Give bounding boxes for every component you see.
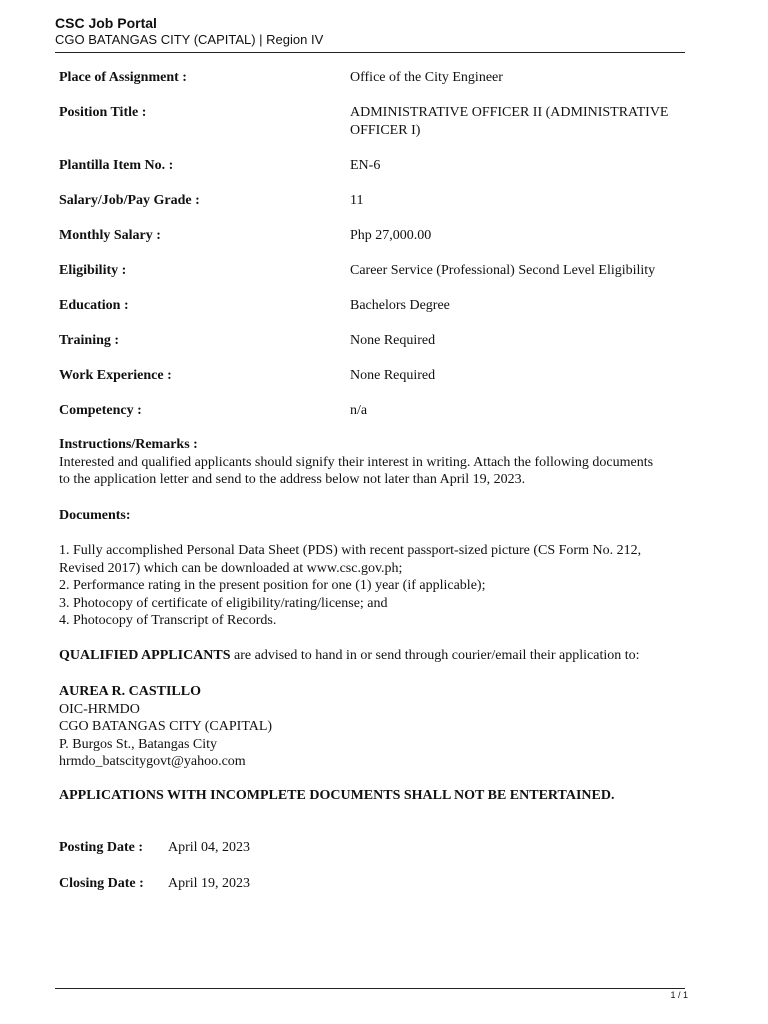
instructions-section <box>59 436 699 489</box>
portal-subtitle: CGO BATANGAS CITY (CAPITAL) | Region IV <box>55 32 324 47</box>
competency-label: Competency : <box>59 403 142 418</box>
monthly-salary-label: Monthly Salary : <box>59 228 161 243</box>
contact-email: hrmdo_batscitygovt@yahoo.com <box>59 754 246 769</box>
place-value: Office of the City Engineer <box>350 70 503 85</box>
salary-grade-label: Salary/Job/Pay Grade : <box>59 193 200 208</box>
page-header <box>55 14 685 48</box>
page-number: 1 / 1 <box>670 990 688 1000</box>
position-value-line1: ADMINISTRATIVE OFFICER II (ADMINISTRATIVE <box>350 105 669 120</box>
contact-name: AUREA R. CASTILLO <box>59 684 201 699</box>
experience-label: Work Experience : <box>59 368 172 383</box>
contact-office: CGO BATANGAS CITY (CAPITAL) <box>59 719 273 734</box>
document-item: 1. Fully accomplished Personal Data Sheet (PDS) with recent passport-sized picture (CS Form No. 212, <box>59 543 642 558</box>
instructions-line2: to the application letter and send to the address below not later than April 19, 2023. <box>59 472 526 487</box>
closing-date-value: April 19, 2023 <box>168 876 251 891</box>
qualified-applicants-bold: QUALIFIED APPLICANTS <box>59 648 231 663</box>
plantilla-value: EN-6 <box>350 158 381 173</box>
contact-block <box>59 683 699 771</box>
contact-position: OIC-HRMDO <box>59 701 140 717</box>
eligibility-value: Career Service (Professional) Second Level Eligibility <box>350 263 656 278</box>
education-label: Education : <box>59 298 129 313</box>
qualified-applicants-text: are advised to hand in or send through courier/email their application to: <box>230 648 640 663</box>
contact-address: P. Burgos St., Batangas City <box>59 736 218 752</box>
document-item: 4. Photocopy of Transcript of Records. <box>59 613 277 628</box>
qualified-applicants-note <box>59 647 699 665</box>
documents-list <box>59 542 699 630</box>
incomplete-documents-warning: APPLICATIONS WITH INCOMPLETE DOCUMENTS SHALL NOT BE ENTERTAINED. <box>59 788 615 803</box>
instructions-heading: Instructions/Remarks : <box>59 437 198 452</box>
experience-value: None Required <box>350 368 436 383</box>
posting-date-label: Posting Date : <box>59 840 143 855</box>
document-item: 2. Performance rating in the present position for one (1) year (if applicable); <box>59 578 486 593</box>
position-value <box>350 104 695 139</box>
position-value-line2: OFFICER I) <box>350 122 421 138</box>
footer-divider <box>55 988 685 989</box>
instructions-line1: Interested and qualified applicants should signify their interest in writing. Attach the following documents <box>59 454 654 470</box>
training-value: None Required <box>350 333 436 348</box>
salary-grade-value: 11 <box>350 193 364 208</box>
position-label: Position Title : <box>59 105 147 120</box>
monthly-salary-value: Php 27,000.00 <box>350 228 432 243</box>
training-label: Training : <box>59 333 120 348</box>
document-item: 3. Photocopy of certificate of eligibility/rating/license; and <box>59 595 388 611</box>
eligibility-label: Eligibility : <box>59 263 127 278</box>
competency-value: n/a <box>350 403 368 418</box>
portal-title: CSC Job Portal <box>55 15 157 31</box>
header-divider <box>55 52 685 53</box>
plantilla-label: Plantilla Item No. : <box>59 158 174 173</box>
documents-heading: Documents: <box>59 508 131 523</box>
posting-date-value: April 04, 2023 <box>168 840 251 855</box>
closing-date-label: Closing Date : <box>59 876 144 891</box>
education-value: Bachelors Degree <box>350 298 450 313</box>
place-label: Place of Assignment : <box>59 70 187 85</box>
document-item: Revised 2017) which can be downloaded at www.csc.gov.ph; <box>59 560 403 576</box>
